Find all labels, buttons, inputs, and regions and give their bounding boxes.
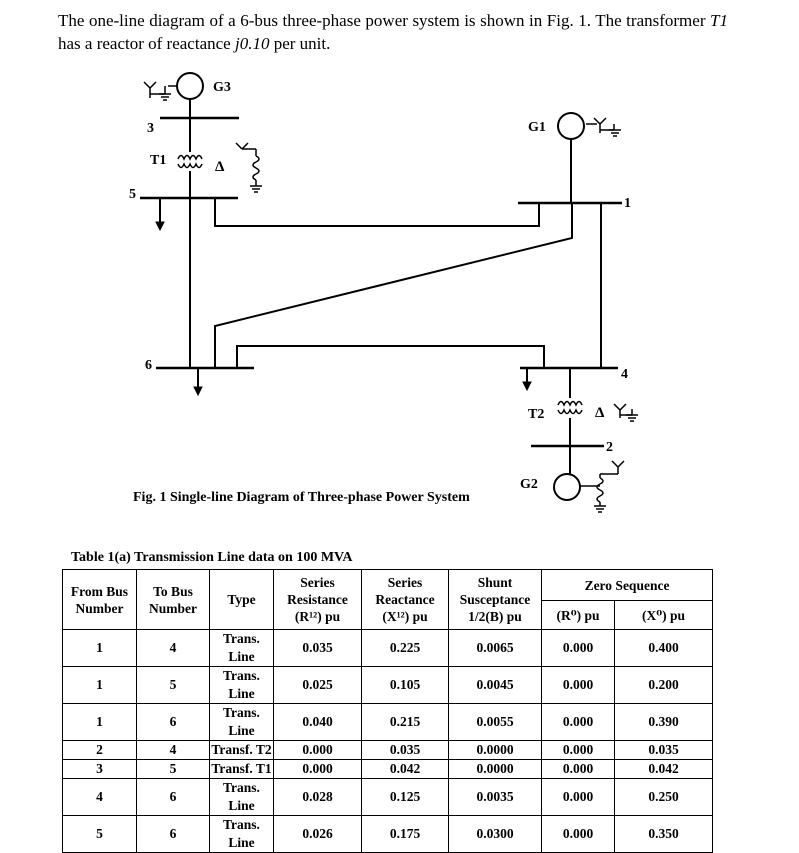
table-row (63, 741, 713, 760)
t1-grounded-wye-reactor (236, 143, 262, 192)
table-row (63, 760, 713, 779)
cell-type: Trans. Line (210, 630, 274, 667)
cell-to: 5 (137, 667, 210, 704)
table-row (63, 704, 713, 741)
problem-text-1: The one-line diagram of a 6-bus three-phase power system is shown in Fig. 1. The transformer (58, 11, 711, 30)
cell-r: 0.025 (274, 667, 362, 704)
cell-to: 5 (137, 760, 210, 779)
cell-type: Trans. Line (210, 704, 274, 741)
cell-from: 4 (63, 779, 137, 816)
cell-to: 6 (137, 816, 210, 853)
cell-r0: 0.000 (542, 667, 615, 704)
cell-r0: 0.000 (542, 779, 615, 816)
label-t2-delta: Δ (595, 405, 605, 421)
col-type: Type (210, 570, 274, 630)
t1-label: T1 (710, 11, 728, 30)
cell-to: 4 (137, 630, 210, 667)
cell-to: 4 (137, 741, 210, 760)
label-bus-6: 6 (145, 358, 152, 373)
cell-from: 3 (63, 760, 137, 779)
cell-b: 0.0045 (449, 667, 542, 704)
cell-x0: 0.350 (615, 816, 713, 853)
cell-r: 0.000 (274, 760, 362, 779)
figure-caption: Fig. 1 Single-line Diagram of Three-phase Power System (133, 490, 470, 505)
cell-x: 0.175 (362, 816, 449, 853)
shunt-susceptance-label: Shunt Susceptance (459, 575, 531, 607)
t2-wye-ground-symbol (614, 404, 638, 421)
label-g3: G3 (213, 80, 231, 95)
cell-r: 0.028 (274, 779, 362, 816)
cell-r: 0.026 (274, 816, 362, 853)
cell-x: 0.225 (362, 630, 449, 667)
label-bus-5: 5 (129, 187, 136, 202)
problem-text-2: has a reactor of reactance (58, 34, 235, 53)
col-from-bus: From Bus Number (63, 570, 137, 630)
cell-x: 0.042 (362, 760, 449, 779)
cell-r0: 0.000 (542, 741, 615, 760)
cell-x0: 0.200 (615, 667, 713, 704)
label-bus-2: 2 (606, 440, 613, 455)
cell-b: 0.0000 (449, 760, 542, 779)
col-zero-resistance: (R⁰) pu (542, 601, 615, 630)
table-caption: Table 1(a) Transmission Line data on 100 MVA (71, 550, 353, 565)
cell-b: 0.0035 (449, 779, 542, 816)
series-reactance-label: Series Reactance (375, 575, 435, 607)
cell-x: 0.035 (362, 741, 449, 760)
cell-x: 0.125 (362, 779, 449, 816)
cell-type: Transf. T1 (210, 760, 274, 779)
cell-type: Trans. Line (210, 779, 274, 816)
label-t1: T1 (150, 153, 167, 168)
cell-type: Transf. T2 (210, 741, 274, 760)
cell-r: 0.040 (274, 704, 362, 741)
cell-r0: 0.000 (542, 760, 615, 779)
col-zero-sequence: Zero Sequence (542, 570, 713, 601)
cell-from: 1 (63, 630, 137, 667)
label-bus-3: 3 (147, 121, 154, 136)
col-to-bus: To Bus Number (137, 570, 210, 630)
cell-r0: 0.000 (542, 816, 615, 853)
shunt-susceptance-unit: 1/2(B) pu (468, 609, 522, 624)
series-reactance-unit: (X¹²) pu (382, 609, 428, 624)
table-row (63, 816, 713, 853)
cell-b: 0.0065 (449, 630, 542, 667)
label-t2: T2 (528, 407, 545, 422)
cell-from: 2 (63, 741, 137, 760)
series-resistance-label: Series Resistance (287, 575, 348, 607)
col-series-reactance (362, 570, 449, 630)
cell-x0: 0.035 (615, 741, 713, 760)
cell-type: Trans. Line (210, 667, 274, 704)
cell-x: 0.105 (362, 667, 449, 704)
series-resistance-unit: (R¹²) pu (294, 609, 341, 624)
label-bus-4: 4 (621, 367, 628, 382)
cell-from: 1 (63, 667, 137, 704)
cell-x0: 0.250 (615, 779, 713, 816)
problem-text-3: per unit. (269, 34, 331, 53)
cell-b: 0.0000 (449, 741, 542, 760)
table-row (63, 630, 713, 667)
generator-g1-symbol (558, 113, 584, 139)
cell-x0: 0.042 (615, 760, 713, 779)
line-6-4 (237, 346, 544, 368)
cell-from: 5 (63, 816, 137, 853)
cell-x: 0.215 (362, 704, 449, 741)
cell-r0: 0.000 (542, 704, 615, 741)
cell-to: 6 (137, 779, 210, 816)
label-t1-delta: Δ (215, 159, 225, 175)
label-g2: G2 (520, 477, 538, 492)
table-row (63, 667, 713, 704)
bus-5-load-arrow (156, 222, 164, 230)
transmission-line-table (62, 569, 713, 853)
col-zero-reactance: (X⁰) pu (615, 601, 713, 630)
cell-r: 0.035 (274, 630, 362, 667)
cell-b: 0.0055 (449, 704, 542, 741)
table-row (63, 779, 713, 816)
bus-6-load-arrow (194, 387, 202, 395)
g1-wye-ground-symbol (586, 118, 621, 136)
cell-r: 0.000 (274, 741, 362, 760)
cell-from: 1 (63, 704, 137, 741)
cell-b: 0.0300 (449, 816, 542, 853)
generator-g3-symbol (177, 73, 203, 99)
cell-x0: 0.400 (615, 630, 713, 667)
cell-to: 6 (137, 704, 210, 741)
col-shunt-susceptance (449, 570, 542, 630)
transformer-t2-symbol (558, 402, 582, 414)
cell-x0: 0.390 (615, 704, 713, 741)
cell-r0: 0.000 (542, 630, 615, 667)
g3-wye-ground-symbol (144, 82, 177, 100)
line-6-1 (215, 203, 572, 368)
reactance-value: j0.10 (234, 34, 270, 53)
g2-grounded-wye-reactor (580, 461, 624, 512)
label-bus-1: 1 (624, 196, 631, 211)
line-5-1 (215, 198, 539, 226)
bus-4-load-arrow (523, 382, 531, 390)
col-series-resistance (274, 570, 362, 630)
label-g1: G1 (528, 120, 546, 135)
generator-g2-symbol (554, 474, 580, 500)
transformer-t1-symbol (178, 156, 202, 168)
cell-type: Trans. Line (210, 816, 274, 853)
